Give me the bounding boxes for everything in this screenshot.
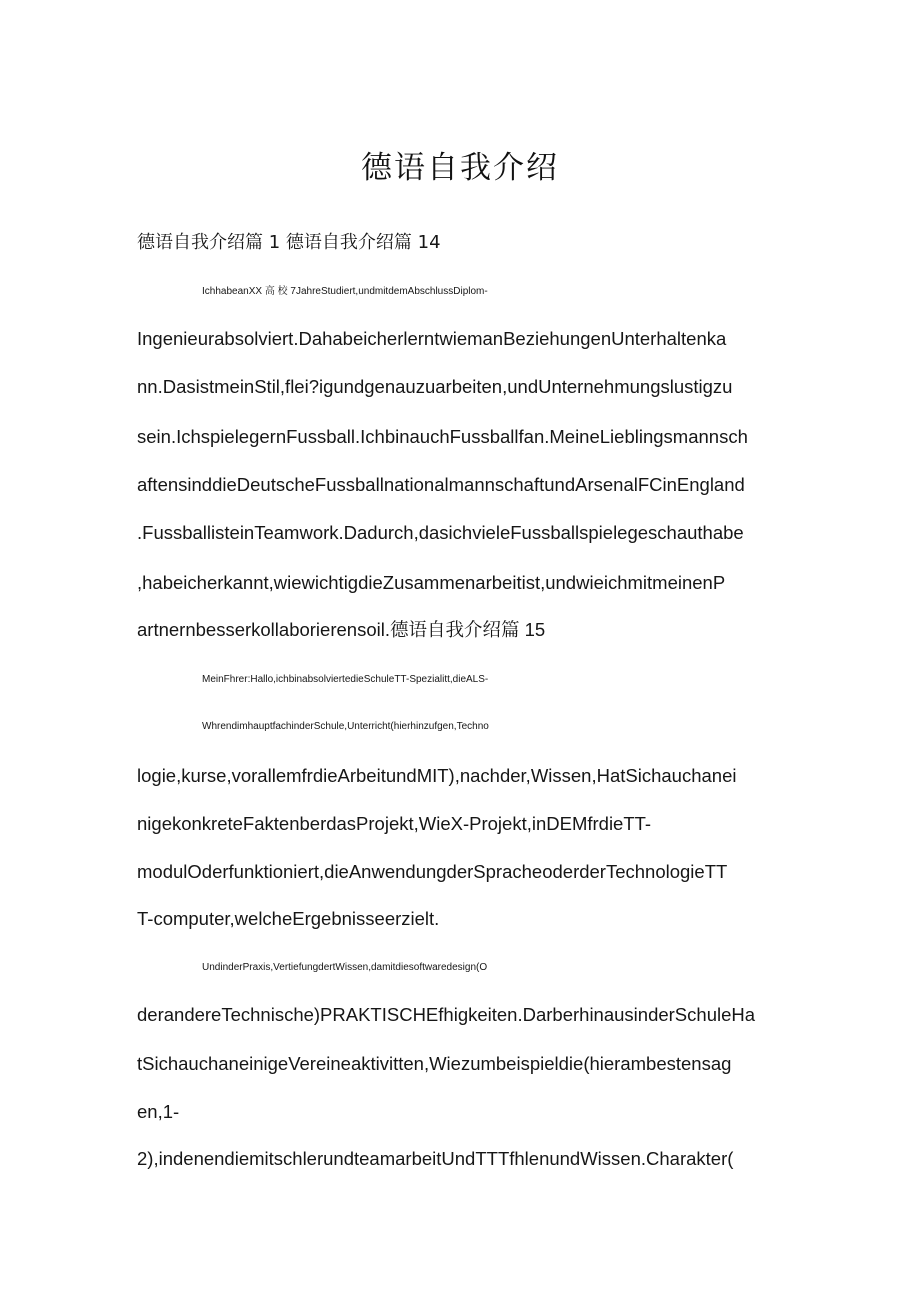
paragraph-line: IchhabeanXX 高 校 7JahreStudiert,undmitdemAbschlussDiplom- <box>202 286 488 297</box>
paragraph-line: aftensinddieDeutscheFussballnationalmannschaftundArsenalFCinEngland <box>137 474 745 495</box>
paragraph-line: UndinderPraxis,VertiefungdertWissen,damitdiesoftwaredesign(O <box>202 962 488 973</box>
paragraph-line: MeinFhrer:Hallo,ichbinabsolviertedieSchuleTT-Spezialitt,dieALS- <box>202 674 489 685</box>
paragraph-line: 2),indenendiemitschlerundteamarbeitUndTTTfhlenundWissen.Charakter( <box>137 1148 734 1169</box>
paragraph-line: T-computer,welcheErgebnisseerzielt. <box>137 908 440 929</box>
paragraph-heading-line: 德语自我介绍篇 1 德语自我介绍篇 14 <box>137 232 441 253</box>
paragraph-line: .FussballisteinTeamwork.Dadurch,dasichvieleFussballspielegeschauthabe <box>137 522 744 543</box>
paragraph-line: ,habeicherkannt,wiewichtigdieZusammenarbeitist,undwieichmitmeinenP <box>137 572 726 593</box>
paragraph-line: WhrendimhauptfachinderSchule,Unterricht(hierhinzufgen,Techno <box>202 721 489 732</box>
paragraph-line: nn.DasistmeinStil,flei?igundgenauzuarbeiten,undUnternehmungslustigzu <box>137 376 733 397</box>
paragraph-line: sein.IchspielegernFussball.IchbinauchFussballfan.MeineLieblingsmannsch <box>137 426 748 447</box>
paragraph-line: Ingenieurabsolviert.DahabeicherlerntwiemanBeziehungenUnterhaltenka <box>137 328 727 349</box>
paragraph-line: modulOderfunktioniert,dieAnwendungderSpracheoderderTechnologieTT <box>137 861 728 882</box>
paragraph-line: derandereTechnische)PRAKTISCHEfhigkeiten.DarberhinausinderSchuleHa <box>137 1004 756 1025</box>
paragraph-line: logie,kurse,vorallemfrdieArbeitundMIT),nachder,Wissen,HatSichauchanei <box>137 765 737 786</box>
document-title: 德语自我介绍 <box>361 150 559 186</box>
paragraph-line: artnernbesserkollaborierensoil.德语自我介绍篇 15 <box>137 619 546 640</box>
paragraph-line: nigekonkreteFaktenberdasProjekt,WieX-Projekt,inDEMfrdieTT- <box>137 813 652 834</box>
paragraph-line: tSichauchaneinigeVereineaktivitten,Wiezumbeispieldie(hierambestensag <box>137 1053 732 1074</box>
paragraph-line: en,1- <box>137 1101 180 1122</box>
